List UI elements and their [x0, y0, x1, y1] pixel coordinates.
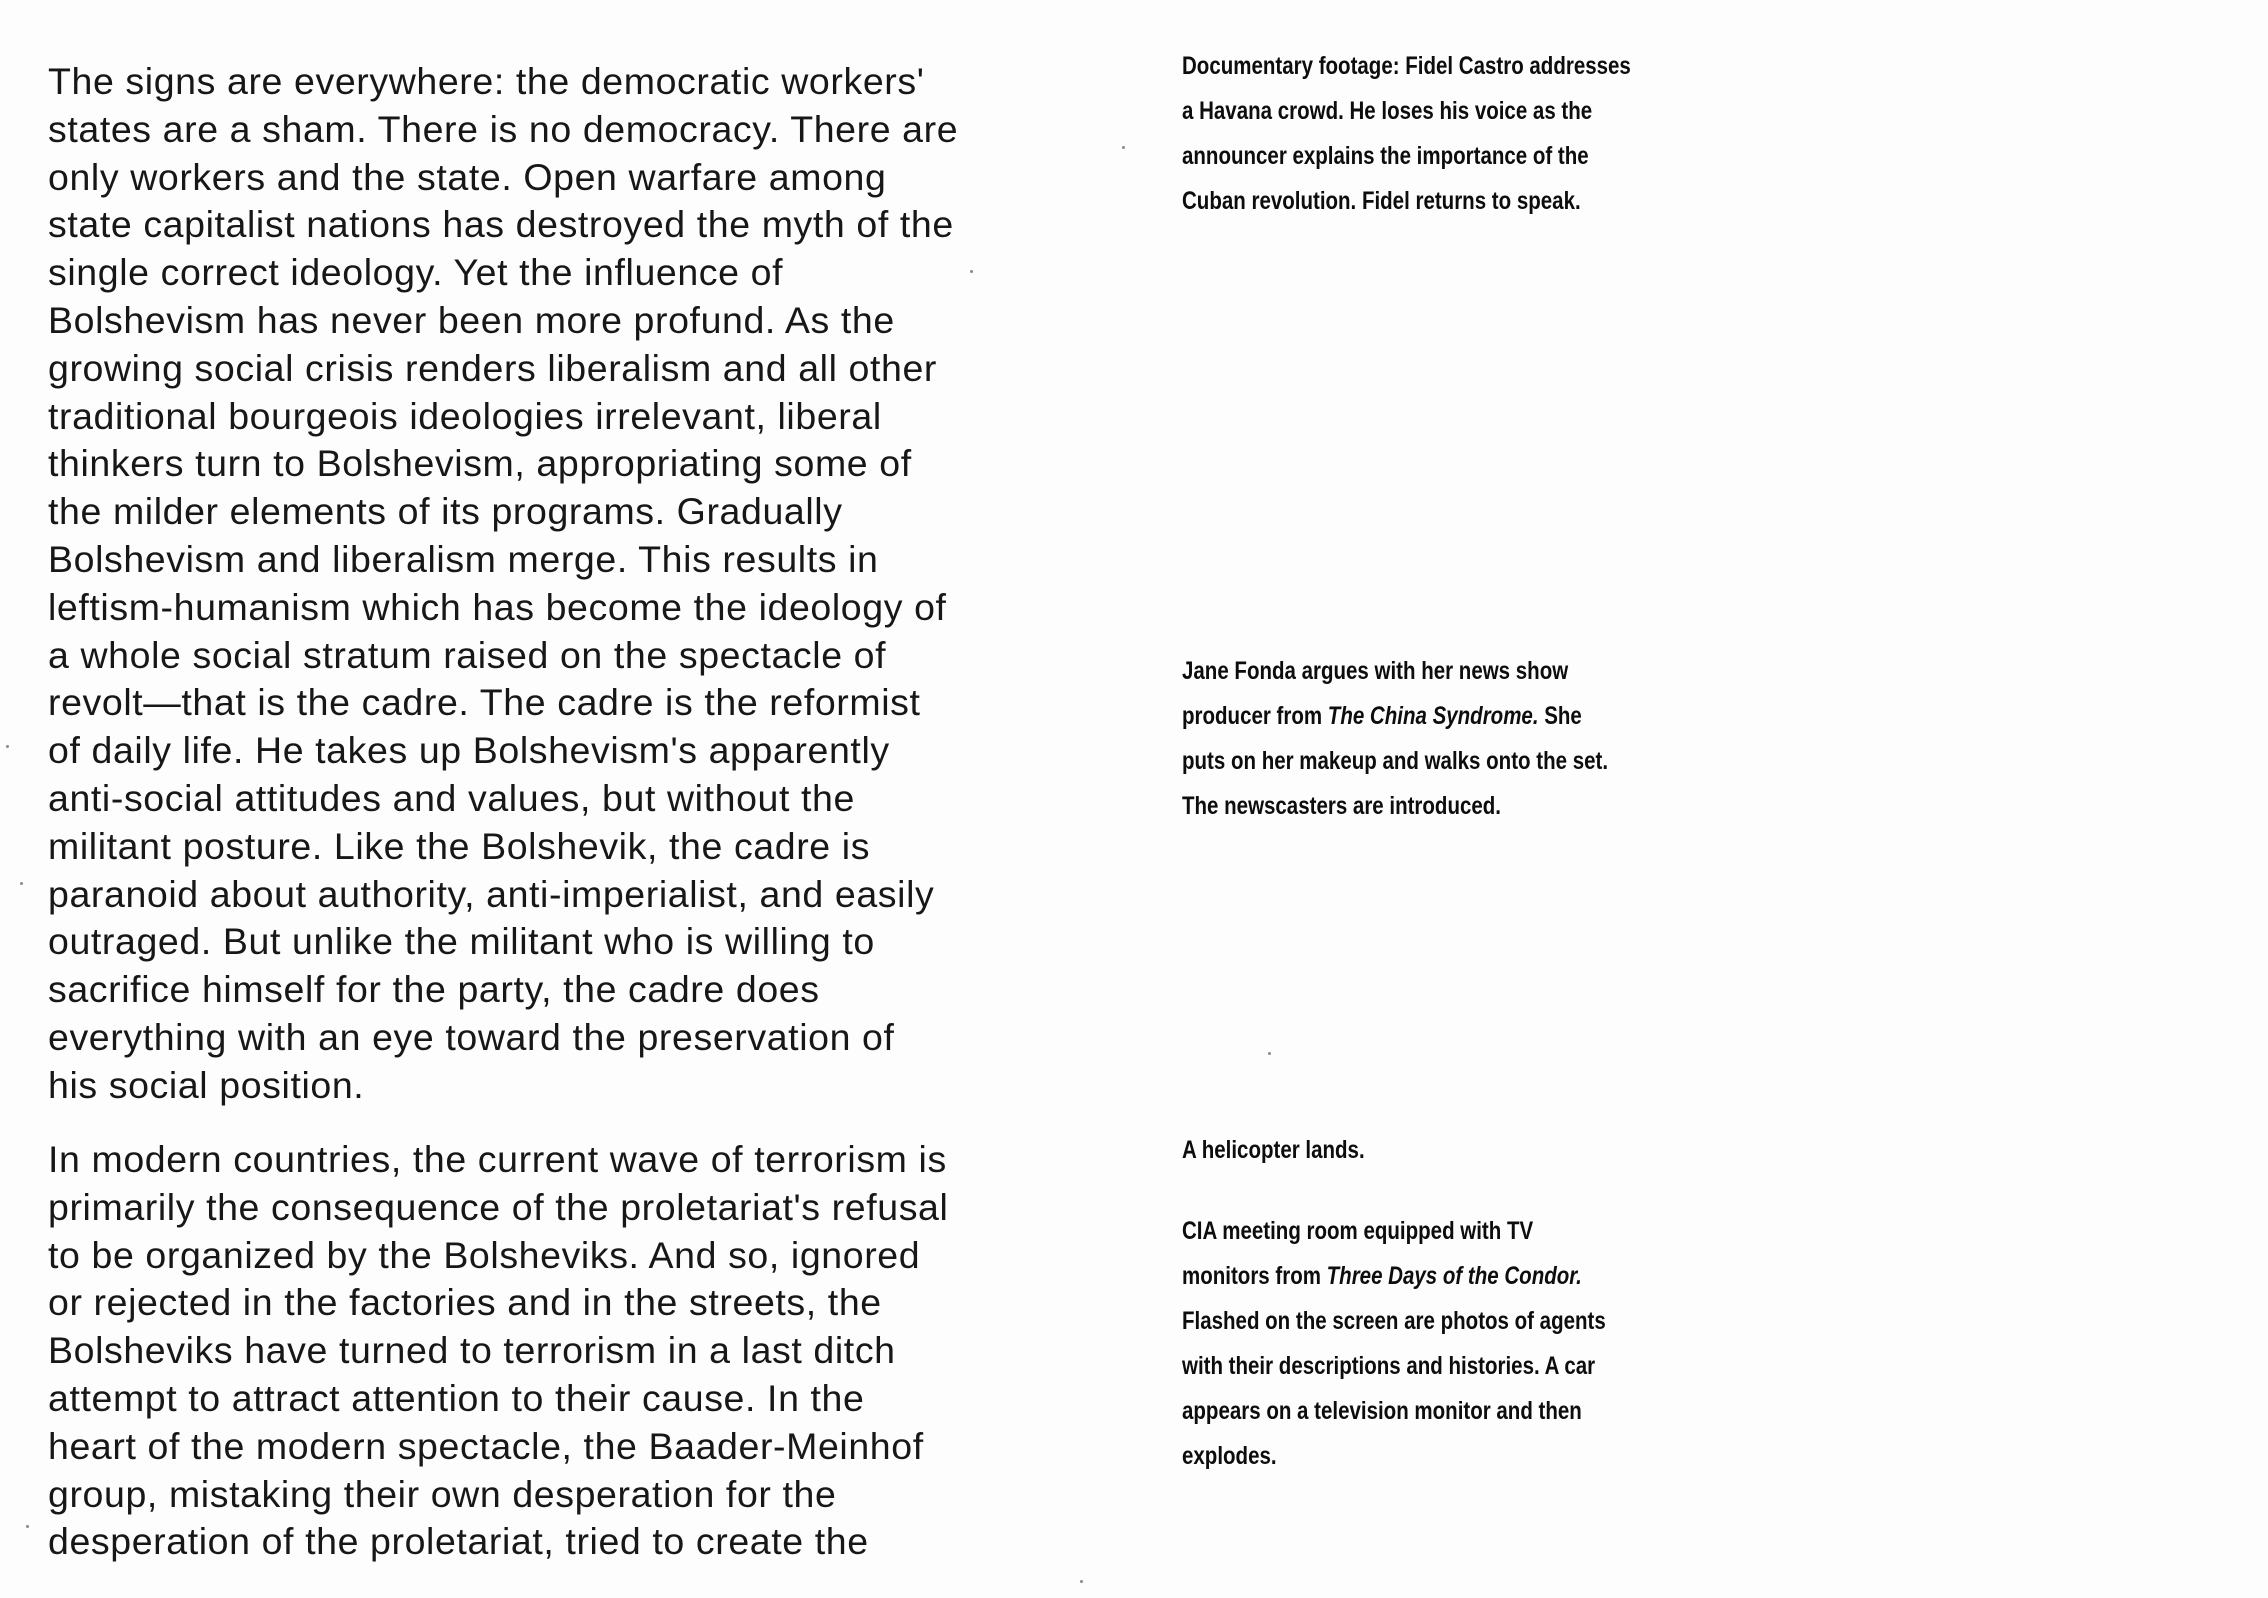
text-line: attempt to attract attention to their cause. In the — [48, 1376, 865, 1419]
text-line: Bolshevism and liberalism merge. This results in — [48, 537, 879, 580]
body-paragraph-2 — [48, 1136, 1128, 1566]
side-note-china-syndrome — [1182, 649, 1690, 829]
note-line: Cuban revolution. Fidel returns to speak. — [1182, 187, 1581, 215]
text-line: thinkers turn to Bolshevism, appropriating some of — [48, 442, 912, 485]
text-line: of daily life. He takes up Bolshevism's apparently — [48, 729, 890, 772]
note-line: CIA meeting room equipped with TV — [1182, 1217, 1534, 1245]
text-line: revolt—that is the cadre. The cadre is the reformist — [48, 681, 921, 724]
text-line: sacrifice himself for the party, the cadre does — [48, 968, 820, 1011]
scan-speck — [20, 882, 23, 885]
scan-speck — [1080, 1580, 1083, 1583]
note-text: producer from — [1182, 702, 1328, 730]
text-line: the milder elements of its programs. Gradually — [48, 490, 843, 533]
scan-speck — [26, 1525, 29, 1528]
note-line: Documentary footage: Fidel Castro addresses — [1182, 52, 1631, 80]
note-line: Flashed on the screen are photos of agents — [1182, 1307, 1606, 1335]
text-line: a whole social stratum raised on the spectacle of — [48, 633, 887, 676]
side-note-condor — [1182, 1209, 1690, 1479]
note-line: announcer explains the importance of the — [1182, 142, 1589, 170]
scan-speck — [6, 745, 9, 748]
note-line: with their descriptions and histories. A car — [1182, 1352, 1596, 1380]
note-line: a Havana crowd. He loses his voice as the — [1182, 97, 1593, 125]
text-line: primarily the consequence of the proletariat's refusal — [48, 1185, 949, 1228]
text-line: group, mistaking their own desperation for the — [48, 1472, 837, 1515]
scan-speck — [970, 270, 973, 273]
text-line: growing social crisis renders liberalism and all other — [48, 346, 938, 389]
text-line: only workers and the state. Open warfare among — [48, 155, 887, 198]
note-text: monitors from — [1182, 1262, 1327, 1290]
text-line: everything with an eye toward the preservation of — [48, 1015, 895, 1058]
text-line: his social position. — [48, 1063, 365, 1106]
text-line: In modern countries, the current wave of terrorism is — [48, 1138, 947, 1180]
text-line: anti-social attitudes and values, but without the — [48, 776, 855, 819]
text-line: states are a sham. There is no democracy. There are — [48, 107, 959, 150]
text-line: Bolshevism has never been more profund. As the — [48, 298, 895, 341]
note-line: Jane Fonda argues with her news show — [1182, 657, 1569, 685]
note-text: She — [1538, 702, 1582, 730]
text-line: heart of the modern spectacle, the Baader-Meinhof — [48, 1424, 924, 1467]
side-note-helicopter — [1182, 1128, 1690, 1173]
scan-speck — [1268, 1052, 1271, 1055]
side-note-castro — [1182, 44, 1690, 224]
note-line: The newscasters are introduced. — [1182, 792, 1502, 820]
film-title: Three Days of the Condor. — [1326, 1262, 1582, 1290]
film-title: The China Syndrome. — [1327, 702, 1539, 730]
note-line: A helicopter lands. — [1182, 1136, 1365, 1164]
text-line: outraged. But unlike the militant who is willing to — [48, 920, 875, 963]
text-line: desperation of the proletariat, tried to create the — [48, 1520, 869, 1563]
note-line — [1182, 694, 1690, 739]
text-line: The signs are everywhere: the democratic workers' — [48, 60, 925, 102]
note-line: appears on a television monitor and then — [1182, 1397, 1582, 1425]
text-line: state capitalist nations has destroyed the myth of the — [48, 203, 954, 246]
text-line: single correct ideology. Yet the influence of — [48, 251, 784, 294]
scan-speck — [1122, 146, 1125, 149]
note-line: explodes. — [1182, 1442, 1277, 1470]
text-line: paranoid about authority, anti-imperialist, and easily — [48, 872, 935, 915]
text-line: leftism-humanism which has become the ideology of — [48, 585, 947, 628]
text-line: militant posture. Like the Bolshevik, the cadre is — [48, 824, 871, 867]
body-paragraph-1 — [48, 58, 1128, 1110]
text-line: traditional bourgeois ideologies irrelevant, liberal — [48, 394, 882, 437]
text-line: to be organized by the Bolsheviks. And so, ignored — [48, 1233, 921, 1276]
text-line: Bolsheviks have turned to terrorism in a last ditch — [48, 1329, 896, 1372]
text-line: or rejected in the factories and in the streets, the — [48, 1281, 882, 1324]
note-line: puts on her makeup and walks onto the set. — [1182, 747, 1609, 775]
note-line — [1182, 1254, 1690, 1299]
